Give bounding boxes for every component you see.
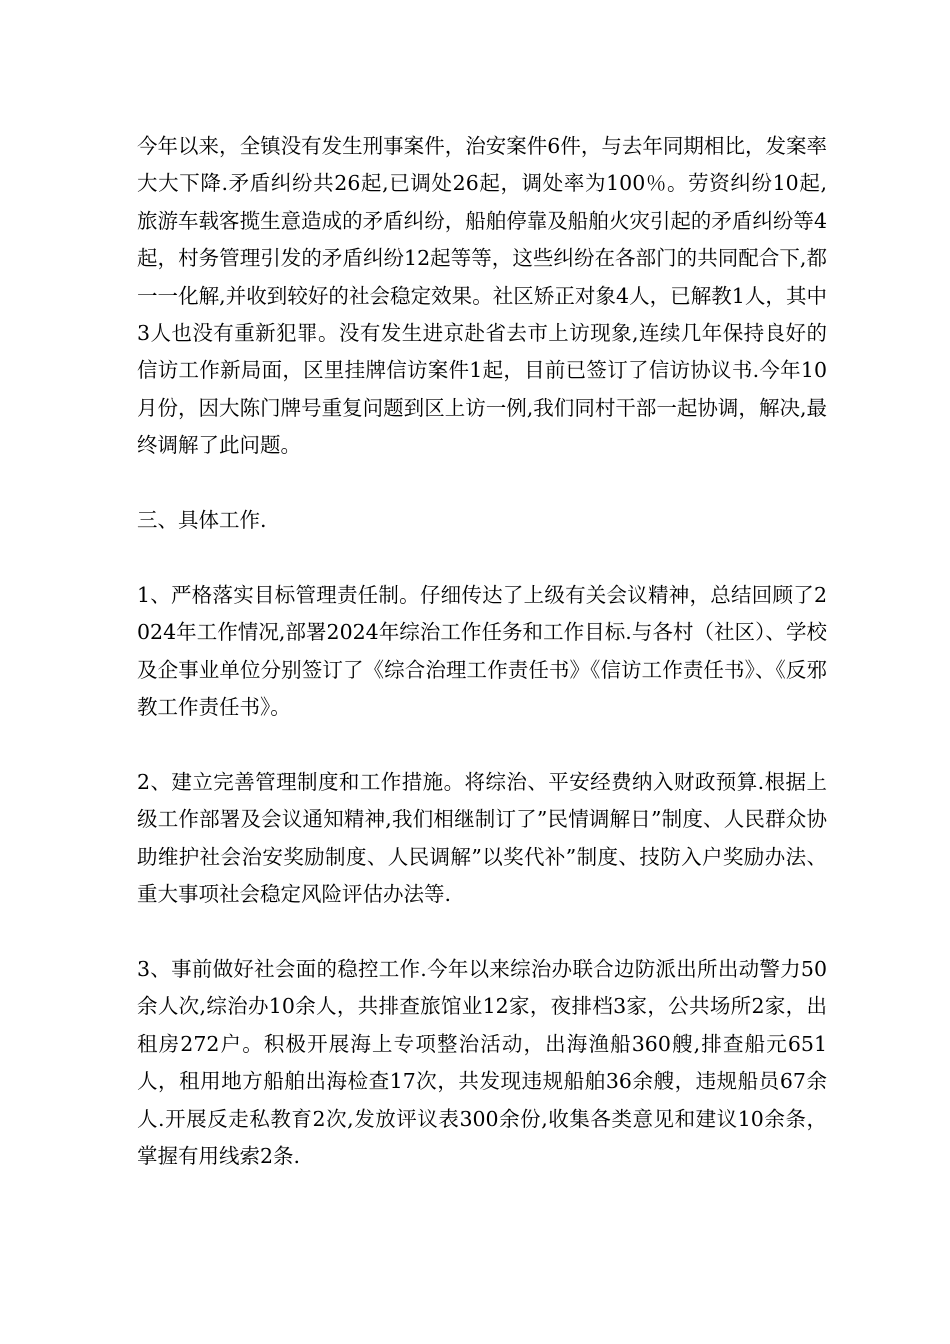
section-heading-specific-work: 三、具体工作.: [137, 508, 267, 533]
paragraph-gap: [137, 913, 827, 950]
paragraph-gap: [137, 726, 827, 763]
paragraph-item-2: 2、建立完善管理制度和工作措施。将综治、平安经费纳入财政预算.根据上级工作部署及会议通知精神,我们相继制订了”民情调解日”制度、人民群众协助维护社会治安奖励制度、人民调解”以奖代补”制度、技防入户奖励办法、重大事项社会稳定风险评估办法等.: [137, 769, 827, 907]
paragraph-item-3: 3、事前做好社会面的稳控工作.今年以来综治办联合边防派出所出动警力50余人次,综治办10余人，共排查旅馆业12家，夜排档3家，公共场所2家，出租房272户。积极开展海上专项整治活动，出海渔船360艘,排查船元651人，租用地方船舶出海检查17次，共发现违规船舶36余艘，违规船员67余人.开展反走私教育2次,发放评议表300余份,收集各类意见和建议10余条，掌握有用线索2条.: [137, 956, 827, 1168]
document-body: [137, 128, 827, 1175]
paragraph-case-statistics: 今年以来，全镇没有发生刑事案件，治安案件6件，与去年同期相比，发案率大大下降.矛盾纠纷共26起,已调处26起，调处率为100％。劳资纠纷10起,旅游车载客揽生意造成的矛盾纠纷，船舶停靠及船舶火灾引起的矛盾纠纷等4起，村务管理引发的矛盾纠纷12起等等，这些纠纷在各部门的共同配合下,都一一化解,并收到较好的社会稳定效果。社区矫正对象4人，已解教1人，其中3人也没有重新犯罪。没有发生进京赴省去市上访现象,连续几年保持良好的信访工作新局面，区里挂牌信访案件1起，目前已签订了信访协议书.今年10月份，因大陈门牌号重复问题到区上访一例,我们同村干部一起协调，解决,最终调解了此问题。: [137, 134, 827, 458]
paragraph-gap: [137, 539, 827, 576]
paragraph-gap: [137, 465, 827, 502]
paragraph-item-1: 1、严格落实目标管理责任制。仔细传达了上级有关会议精神，总结回顾了2024年工作情况,部署2024年综治工作任务和工作目标.与各村（社区）、学校及企事业单位分别签订了《综合治理工作责任书》《信访工作责任书》、《反邪教工作责任书》。: [137, 582, 827, 720]
